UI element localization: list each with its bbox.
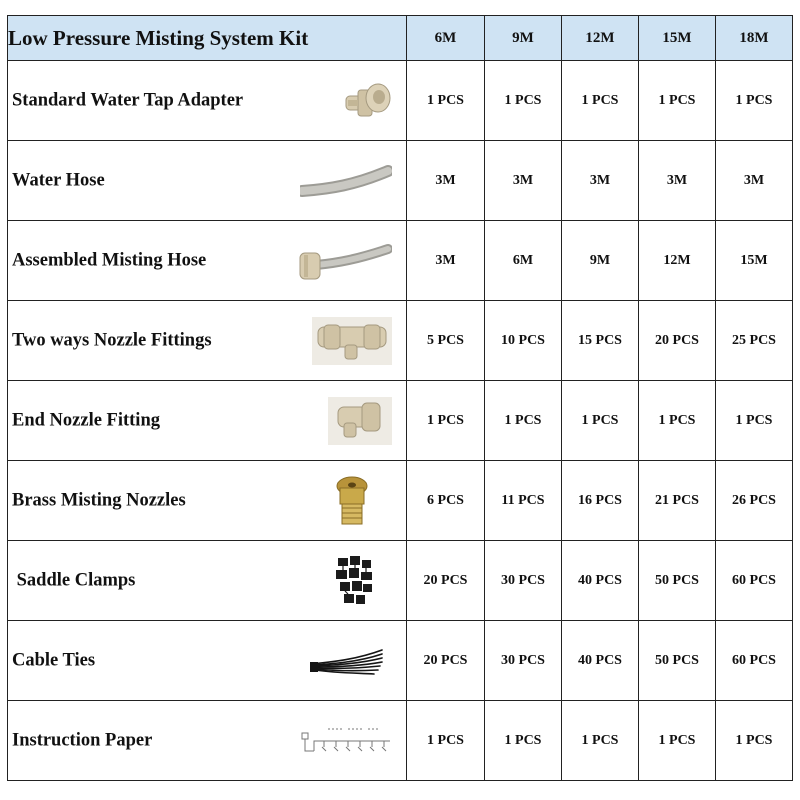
item-label: Instruction Paper bbox=[12, 730, 153, 750]
qty-cell: 16 PCS bbox=[562, 461, 639, 541]
qty-cell: 1 PCS bbox=[716, 61, 793, 141]
qty-cell: 11 PCS bbox=[485, 461, 562, 541]
size-header-15m: 15M bbox=[639, 16, 716, 61]
table-title: Low Pressure Misting System Kit bbox=[8, 16, 407, 61]
qty-cell: 1 PCS bbox=[562, 701, 639, 781]
size-header-18m: 18M bbox=[716, 16, 793, 61]
item-cell bbox=[8, 301, 407, 381]
qty-cell: 30 PCS bbox=[485, 621, 562, 701]
table-row bbox=[8, 621, 793, 701]
item-label: Saddle Clamps bbox=[12, 570, 136, 590]
table-row bbox=[8, 61, 793, 141]
end-fitting-icon bbox=[328, 397, 392, 445]
qty-cell: 20 PCS bbox=[407, 621, 485, 701]
qty-cell: 6M bbox=[485, 221, 562, 301]
header-row bbox=[8, 16, 793, 61]
qty-cell: 40 PCS bbox=[562, 541, 639, 621]
item-cell bbox=[8, 701, 407, 781]
qty-cell: 20 PCS bbox=[407, 541, 485, 621]
qty-cell: 1 PCS bbox=[639, 381, 716, 461]
brass-nozzle-icon bbox=[332, 474, 372, 528]
qty-cell: 1 PCS bbox=[716, 381, 793, 461]
qty-cell: 20 PCS bbox=[639, 301, 716, 381]
qty-cell: 5 PCS bbox=[407, 301, 485, 381]
qty-cell: 1 PCS bbox=[562, 61, 639, 141]
two-way-fitting-icon bbox=[312, 317, 392, 365]
qty-cell: 50 PCS bbox=[639, 541, 716, 621]
misting-hose-icon bbox=[298, 241, 392, 281]
size-header-12m: 12M bbox=[562, 16, 639, 61]
qty-cell: 12M bbox=[639, 221, 716, 301]
tap-adapter-icon bbox=[342, 78, 392, 124]
qty-cell: 3M bbox=[716, 141, 793, 221]
item-cell bbox=[8, 621, 407, 701]
item-label: Brass Misting Nozzles bbox=[12, 490, 186, 510]
qty-cell: 50 PCS bbox=[639, 621, 716, 701]
qty-cell: 9M bbox=[562, 221, 639, 301]
item-label: Cable Ties bbox=[12, 650, 96, 670]
qty-cell: 3M bbox=[407, 221, 485, 301]
table-row bbox=[8, 221, 793, 301]
qty-cell: 3M bbox=[485, 141, 562, 221]
qty-cell: 1 PCS bbox=[639, 701, 716, 781]
item-label: Assembled Misting Hose bbox=[12, 250, 207, 270]
table-row bbox=[8, 701, 793, 781]
qty-cell: 10 PCS bbox=[485, 301, 562, 381]
table-row bbox=[8, 141, 793, 221]
qty-cell: 60 PCS bbox=[716, 541, 793, 621]
item-label: Standard Water Tap Adapter bbox=[12, 90, 244, 110]
qty-cell: 1 PCS bbox=[407, 701, 485, 781]
qty-cell: 3M bbox=[407, 141, 485, 221]
qty-cell: 1 PCS bbox=[485, 381, 562, 461]
table-row bbox=[8, 301, 793, 381]
item-cell bbox=[8, 61, 407, 141]
size-header-6m: 6M bbox=[407, 16, 485, 61]
kit-contents-table bbox=[7, 15, 793, 781]
table-row bbox=[8, 381, 793, 461]
qty-cell: 40 PCS bbox=[562, 621, 639, 701]
qty-cell: 15 PCS bbox=[562, 301, 639, 381]
table-row bbox=[8, 541, 793, 621]
qty-cell: 1 PCS bbox=[407, 381, 485, 461]
item-cell bbox=[8, 461, 407, 541]
item-cell bbox=[8, 381, 407, 461]
item-cell bbox=[8, 221, 407, 301]
saddle-clamps-icon bbox=[332, 554, 376, 608]
qty-cell: 26 PCS bbox=[716, 461, 793, 541]
qty-cell: 6 PCS bbox=[407, 461, 485, 541]
water-hose-icon bbox=[300, 163, 392, 199]
qty-cell: 3M bbox=[639, 141, 716, 221]
item-cell bbox=[8, 141, 407, 221]
qty-cell: 1 PCS bbox=[485, 701, 562, 781]
item-cell bbox=[8, 541, 407, 621]
qty-cell: 21 PCS bbox=[639, 461, 716, 541]
cable-ties-icon bbox=[310, 646, 384, 676]
table-row bbox=[8, 461, 793, 541]
size-header-9m: 9M bbox=[485, 16, 562, 61]
qty-cell: 15M bbox=[716, 221, 793, 301]
item-label: Two ways Nozzle Fittings bbox=[12, 330, 212, 350]
qty-cell: 30 PCS bbox=[485, 541, 562, 621]
qty-cell: 1 PCS bbox=[639, 61, 716, 141]
qty-cell: 1 PCS bbox=[716, 701, 793, 781]
item-label: End Nozzle Fitting bbox=[12, 410, 160, 430]
qty-cell: 3M bbox=[562, 141, 639, 221]
qty-cell: 1 PCS bbox=[407, 61, 485, 141]
qty-cell: 1 PCS bbox=[485, 61, 562, 141]
qty-cell: 60 PCS bbox=[716, 621, 793, 701]
qty-cell: 25 PCS bbox=[716, 301, 793, 381]
qty-cell: 1 PCS bbox=[562, 381, 639, 461]
item-label: Water Hose bbox=[12, 170, 105, 190]
instruction-paper-icon bbox=[298, 721, 392, 761]
